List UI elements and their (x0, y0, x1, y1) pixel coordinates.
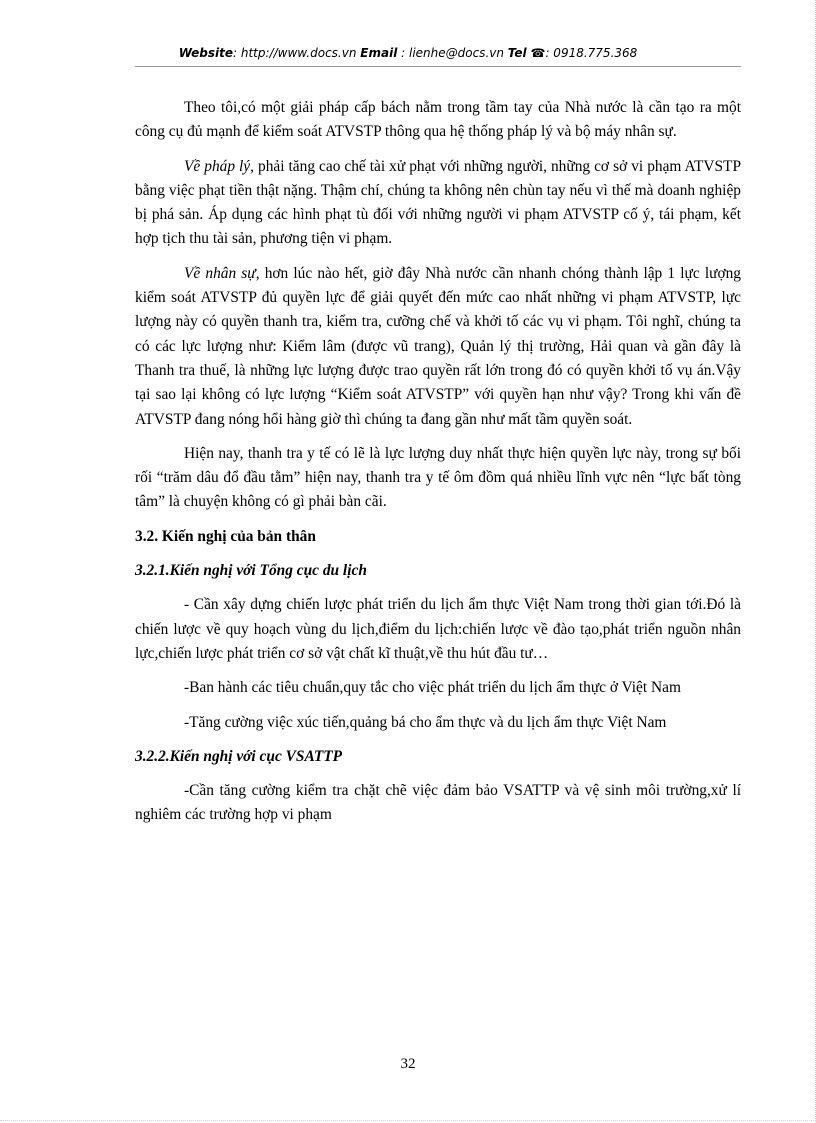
page-header (0, 46, 816, 60)
section-heading-3-2: 3.2. Kiến nghị của bản thân (135, 527, 316, 545)
paragraph-personnel (135, 262, 741, 432)
recommendation-promotion: -Tăng cường việc xúc tiến,quảng bá cho ẩm thực và du lịch ẩm thực Việt Nam (184, 713, 667, 731)
paragraph-legal (135, 155, 741, 252)
email-address[interactable]: : lienhe@docs.vn (397, 46, 508, 60)
recommendation-strategy: - Cần xây dựng chiến lược phát triển du lịch ẩm thực Việt Nam trong thời gian tới.Đó là chiến lược về quy hoạch vùng du lịch,điểm du lịch:chiến lược về đào tạo,phát triển nguồn nhân lực,chiến lược phát triển cơ sở vật chất kĩ thuật,về thu hút đầu tư… (135, 596, 741, 662)
phone-icon: ☎ (530, 46, 546, 60)
personnel-lead: Về nhân sự, (184, 264, 260, 282)
website-url[interactable]: : http://www.docs.vn (233, 46, 361, 60)
section-heading-3-2-2: 3.2.2.Kiến nghị với cục VSATTP (135, 747, 343, 765)
website-label: Website (178, 46, 234, 60)
legal-text: , phải tăng cao chế tài xử phạt với những người, những cơ sở vi phạm ATVSTP bằng việc phạt tiền thật nặng. Thậm chí, chúng ta không nên chùn tay nếu vì thế mà doanh nghiệp bị phá sản. Áp dụng các hình phạt tù đối với những người vi phạm ATVSTP cố ý, tái phạm, kết hợp tịch thu tài sản, phương tiện vi phạm. (135, 157, 741, 248)
page-number: 32 (400, 1056, 416, 1072)
tel-number: : 0918.775.368 (545, 46, 638, 60)
email-label: Email (360, 46, 398, 60)
document-body (135, 96, 741, 838)
page-edge-bottom (0, 1120, 816, 1121)
paragraph-inspection: Hiện nay, thanh tra y tế có lẽ là lực lượng duy nhất thực hiện quyền lực này, trong sự bối rối “trăm dâu đổ đầu tằm” hiện nay, thanh tra y tế ôm đồm quá nhiều lĩnh vực nên “lực bất tòng tâm” là chuyện không có gì phải bàn cãi. (135, 444, 741, 511)
section-heading-3-2-1: 3.2.1.Kiến nghị với Tổng cục du lịch (135, 562, 367, 580)
tel-label: Tel (507, 46, 527, 60)
legal-lead: Về pháp lý (184, 157, 251, 175)
personnel-text: hơn lúc nào hết, giờ đây Nhà nước cần nhanh chóng thành lập 1 lực lượng kiểm soát ATVSTP đủ quyền lực để giải quyết đến mức cao nhất những vi phạm ATVSTP, lực lượng này có quyền thanh tra, kiểm tra, cưỡng chế và khởi tố các vụ vi phạm. Tôi nghĩ, chúng ta có các lực lượng như: Kiểm lâm (được vũ trang), Quản lý thị trường, Hải quan và gần đây là Thanh tra thuế, là những lực lượng được trao quyền rất lớn trong đó có quyền khởi tố vụ án.Vậy tại sao lại không có lực lượng “Kiểm soát ATVSTP” với quyền hạn như vậy? Trong khi vấn đề ATVSTP đang nóng hổi hàng giờ thì chúng ta đang gần như mất tầm quyền soát. (135, 264, 741, 428)
recommendation-inspection: -Cần tăng cường kiểm tra chặt chẽ việc đảm bảo VSATTP và vệ sinh môi trường,xử lí nghiêm các trường hợp vi phạm (135, 782, 741, 824)
paragraph-solution: Theo tôi,có một giải pháp cấp bách nằm trong tầm tay của Nhà nước là cần tạo ra một công cụ đủ mạnh để kiểm soát ATVSTP thông qua hệ thống pháp lý và bộ máy nhân sự. (135, 99, 741, 141)
recommendation-standards: -Ban hành các tiêu chuẩn,quy tắc cho việc phát triển du lịch ẩm thực ở Việt Nam (184, 679, 681, 697)
header-divider (135, 66, 741, 67)
